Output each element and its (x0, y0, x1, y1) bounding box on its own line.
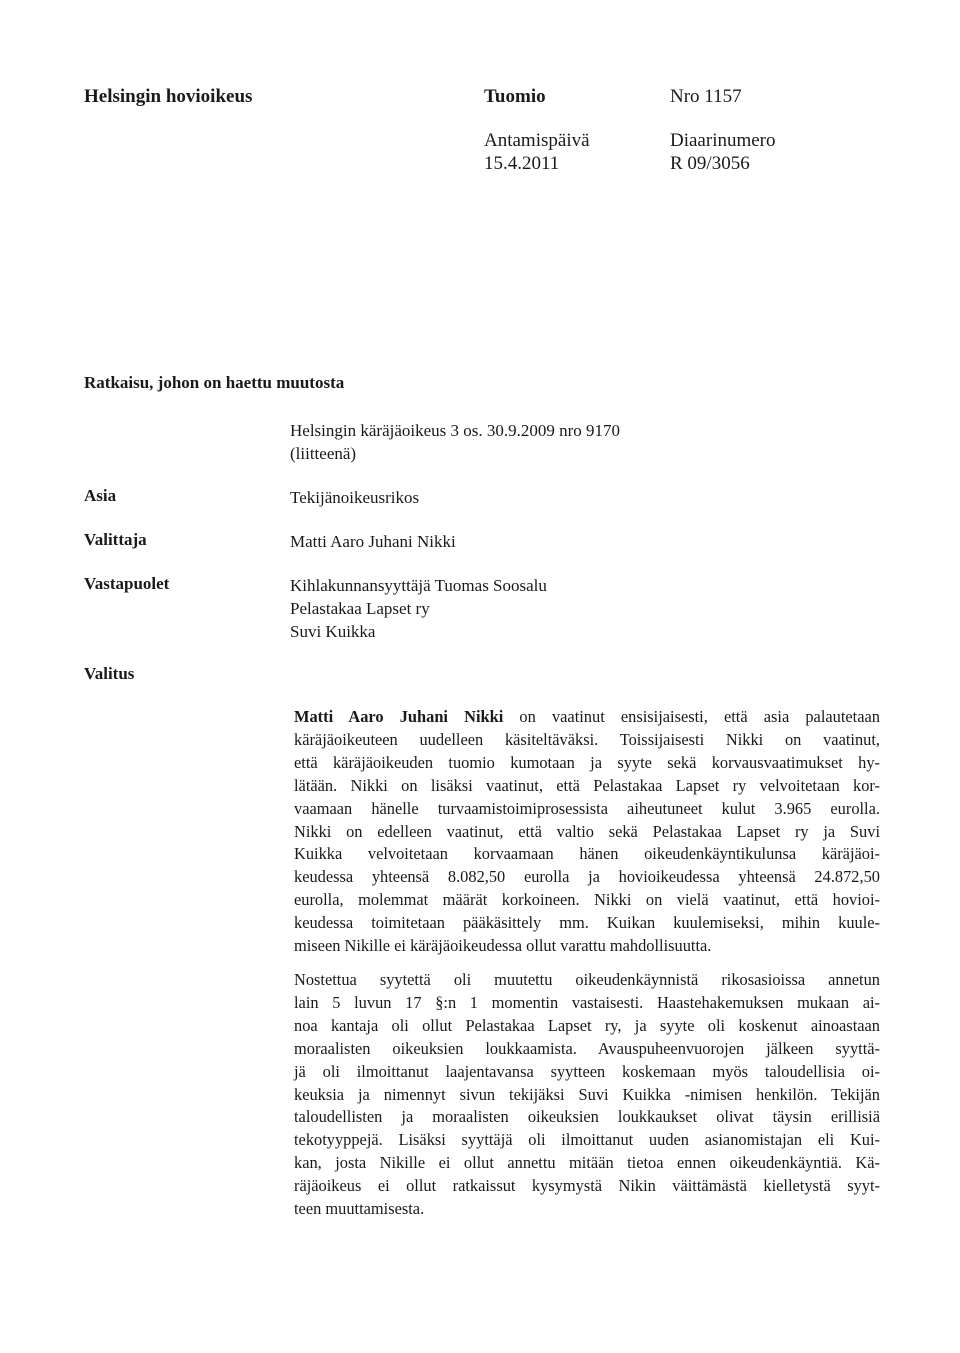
paragraph-line: tekotyyppejä. Lisäksi syyttäjä oli ilmoittanut uuden asianomistajan eli Kui- (294, 1130, 880, 1150)
respondents-value (290, 574, 547, 643)
paragraph-line: teen muuttamisesta. (294, 1199, 425, 1219)
paragraph-line: Nikki on edelleen vaatinut, että valtio sekä Pelastakaa Lapset ry ja Suvi (294, 821, 880, 841)
appealed-decision-line: (liitteenä) (290, 444, 357, 463)
case-value: Tekijänoikeusrikos (290, 488, 420, 507)
paragraph-line: Kuikka velvoitetaan korvaamaan hänen oikeudenkäyntikulunsa käräjäoi- (294, 844, 880, 864)
appealed-decision-label: Ratkaisu, johon on haettu muutosta (84, 373, 345, 392)
respondent-line: Suvi Kuikka (290, 622, 376, 641)
appeal-paragraph-1 (294, 706, 880, 958)
paragraph-line: keudessa yhteensä 8.082,50 eurolla ja hovioikeudessa yhteensä 24.872,50 (294, 867, 880, 887)
date-value: 15.4.2011 (484, 153, 560, 174)
paragraph-line: että käräjäoikeuden tuomio kumotaan ja syyte sekä korvausvaatimukset hy- (294, 752, 880, 772)
appealed-decision-line: Helsingin käräjäoikeus 3 os. 30.9.2009 nro 9170 (290, 421, 621, 440)
respondent-line: Kihlakunnansyyttäjä Tuomas Soosalu (290, 576, 547, 595)
paragraph-line: jä oli ilmoittanut laajentavansa syytteen koskemaan myös taloudellisia oi- (294, 1061, 880, 1081)
paragraph-line: kan, josta Nikille ei ollut annettu mitään tietoa ennen oikeudenkäyntiä. Kä- (294, 1153, 880, 1173)
paragraph-line: eurolla, molemmat määrät korkoineen. Nikki on vielä vaatinut, että hovioi- (294, 890, 880, 910)
appellant-label: Valittaja (84, 530, 147, 549)
paragraph-line: käräjäoikeuteen uudelleen käsiteltäväksi. Toissijaisesti Nikki on vaatinut, (294, 729, 880, 749)
case-label: Asia (84, 486, 117, 505)
paragraph-line: lätään. Nikki on lisäksi vaatinut, että Pelastakaa Lapset ry velvoitetaan kor- (294, 775, 880, 795)
paragraph-line: lain 5 luvun 17 §:n 1 momentin vastaisesti. Haastehakemuksen mukaan ai- (294, 992, 880, 1012)
respondents-label: Vastapuolet (84, 574, 170, 593)
appellant-value: Matti Aaro Juhani Nikki (290, 532, 456, 551)
appeal-label: Valitus (84, 664, 135, 683)
paragraph-line: räjäoikeus ei ollut ratkaissut kysymystä Nikin väittämästä kielletystä syyt- (294, 1176, 880, 1196)
paragraph-line: Nostettua syytettä oli muutettu oikeudenkäynnistä rikosasioissa annetun (294, 970, 880, 989)
appeal-paragraph-2 (294, 969, 880, 1221)
appellant-name-bold: Matti Aaro Juhani Nikki (294, 707, 504, 726)
diary-number-label: Diaarinumero (670, 130, 776, 151)
paragraph-line: noa kantaja oli ollut Pelastakaa Lapset ry, ja syyte oli koskenut ainoastaan (294, 1015, 880, 1035)
respondent-line: Pelastakaa Lapset ry (290, 599, 430, 618)
paragraph-line: miseen Nikille ei käräjäoikeudessa ollut varattu mahdollisuutta. (294, 936, 712, 956)
date-label: Antamispäivä (484, 130, 590, 151)
paragraph-line: taloudellisten ja moraalisten oikeuksien loukkaukset olivat täysin erillisiä (294, 1107, 880, 1127)
judgment-number: Nro 1157 (670, 86, 742, 107)
paragraph-line: moraalisten oikeuksien loukkaamista. Avauspuheenvuorojen jälkeen syyttä- (294, 1038, 880, 1058)
court-name: Helsingin hovioikeus (84, 86, 253, 107)
document-type: Tuomio (484, 86, 546, 107)
paragraph-line: keudessa toimitetaan pääkäsittely mm. Kuikan kuulemiseksi, mihin kuule- (294, 913, 880, 933)
paragraph-line: vaamaan hänelle turvaamistoimiprosessista aiheutuneet kulut 3.965 eurolla. (294, 798, 880, 818)
paragraph-line: keuksia ja nimennyt sivun tekijäksi Suvi Kuikka -nimisen henkilön. Tekijän (294, 1084, 880, 1104)
diary-number-value: R 09/3056 (670, 153, 750, 174)
appealed-decision-value (290, 419, 620, 465)
paragraph-line: Matti Aaro Juhani Nikki on vaatinut ensisijaisesti, että asia palautetaan (294, 707, 880, 726)
